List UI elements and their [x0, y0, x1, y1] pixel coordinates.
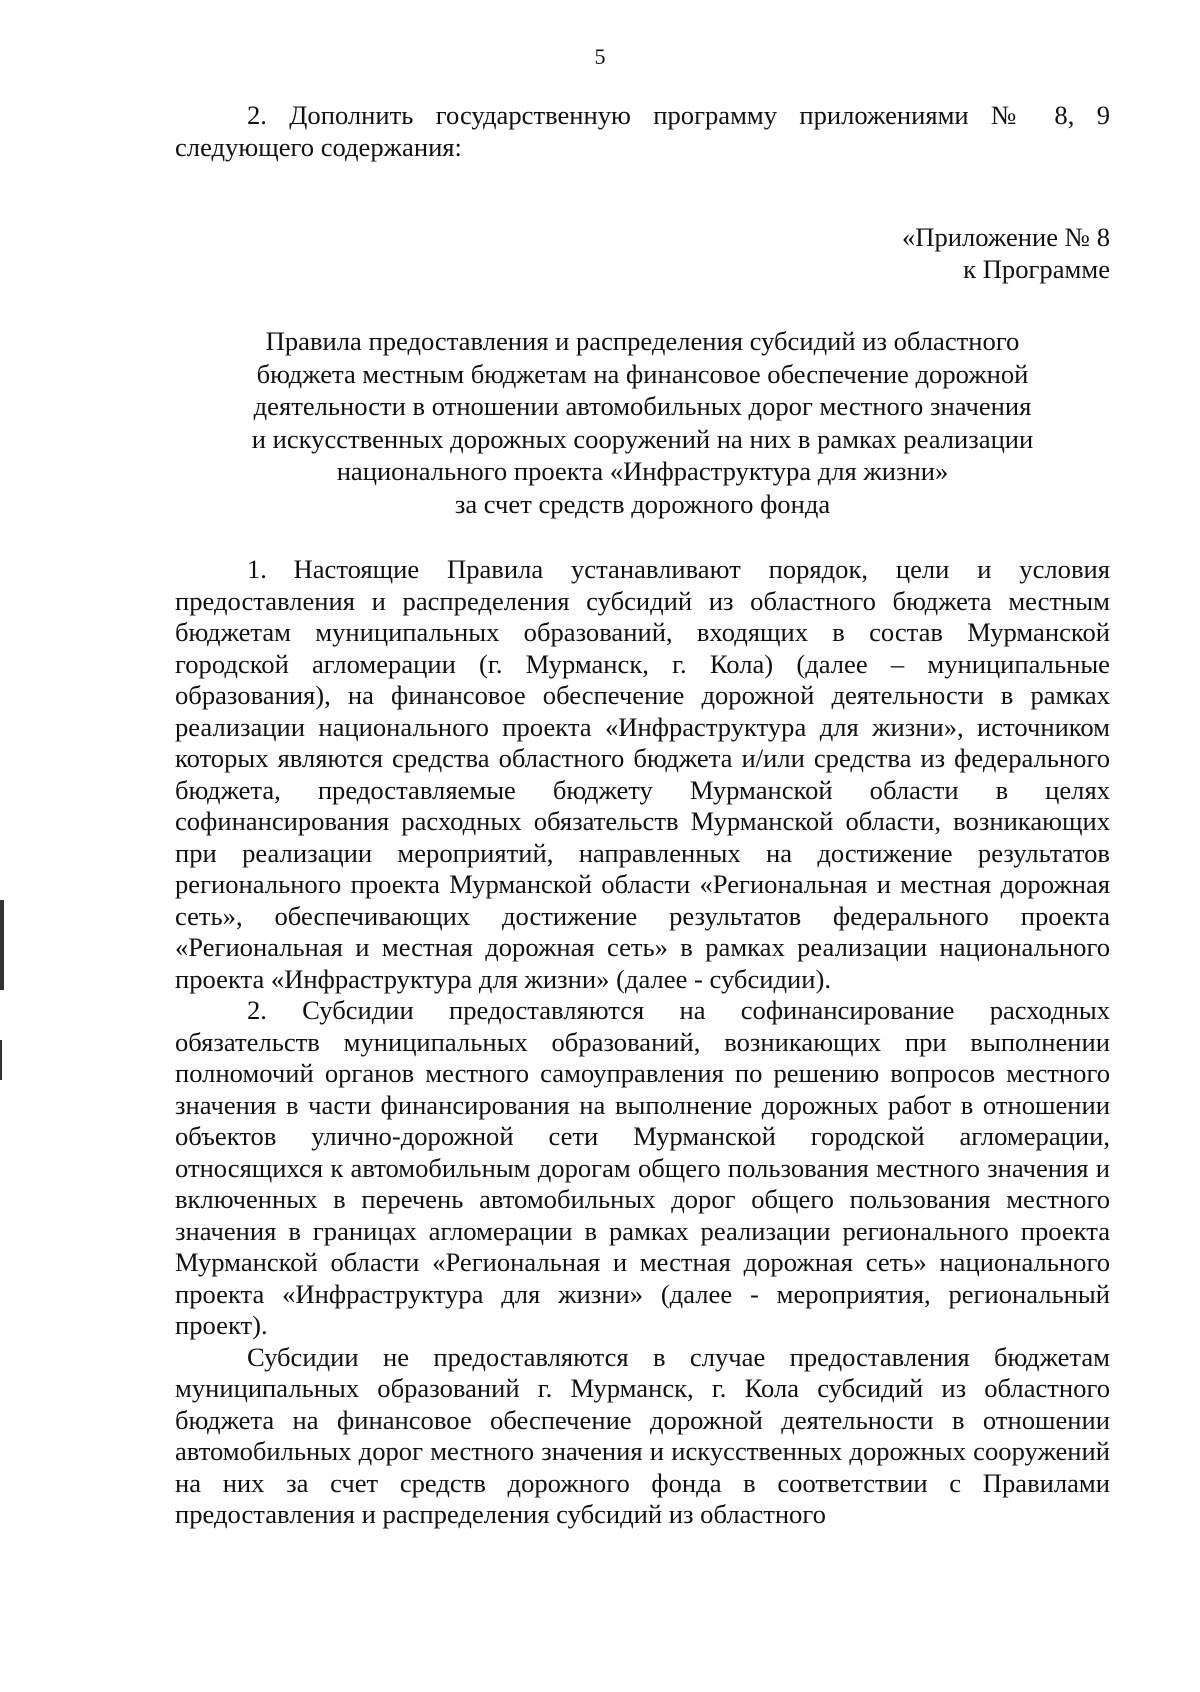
appendix-header	[175, 221, 1110, 285]
appendix-number: «Приложение № 8	[902, 222, 1110, 252]
scan-edge-mark	[0, 900, 4, 990]
paragraph-2: 2. Субсидии предоставляются на софинансирование расходных обязательств муниципальных образований, возникающих при выполнении полномочий органов местного самоуправления по решению вопросов местного значения в части финансирования на выполнение дорожных работ в отношении объектов улично-дорожной сети Мурманской городской агломерации, относящихся к автомобильным дорогам общего пользования местного значения и включенных в перечень автомобильных дорог общего пользования местного значения в границах агломерации в рамках реализации регионального проекта Мурманской области «Региональная и местная дорожная сеть» национального проекта «Инфраструктура для жизни» (далее - мероприятия, региональный проект).	[175, 995, 1110, 1340]
title-line: национального проекта «Инфраструктура для жизни»	[336, 456, 949, 486]
document-body	[175, 554, 1110, 1531]
paragraph-3: Субсидии не предоставляются в случае предоставления бюджетам муниципальных образований г. Мурманск, г. Кола субсидий из областного бюджета на финансовое обеспечение дорожной деятельности в отношении автомобильных дорог местного значения и искусственных дорожных сооружений на них за счет средств дорожного фонда в соответствии с Правилами предоставления и распределения субсидий из областного	[175, 1341, 1110, 1529]
document-title	[175, 325, 1110, 520]
title-line: за счет средств дорожного фонда	[454, 488, 831, 519]
scan-edge-mark	[0, 1040, 2, 1080]
title-line: Правила предоставления и распределения субсидий из областного	[265, 326, 1020, 356]
paragraph-1: 1. Настоящие Правила устанавливают порядок, цели и условия предоставления и распределения субсидий из областного бюджета местным бюджетам муниципальных образований, входящих в состав Мурманской городской агломерации (г. Мурманск, г. Кола) (далее – муниципальные образования), на финансовое обеспечение дорожной деятельности в рамках реализации национального проекта «Инфраструктура для жизни», источником которых являются средства областного бюджета и/или средства из федерального бюджета, предоставляемые бюджету Мурманской области в целях софинансирования расходных обязательств Мурманской области, возникающих при реализации мероприятий, направленных на достижение результатов регионального проекта Мурманской области «Региональная и местная дорожная сеть», обеспечивающих достижение результатов федерального проекта «Региональная и местная дорожная сеть» в рамках реализации национального проекта «Инфраструктура для жизни» (далее - субсидии).	[175, 554, 1110, 994]
appendix-target: к Программе	[963, 254, 1110, 284]
document-content	[175, 100, 1110, 1531]
title-line: бюджета местным бюджетам на финансовое обеспечение дорожной	[256, 358, 1029, 389]
intro-paragraph: 2. Дополнить государственную программу приложениями № 8, 9 следующего содержания:	[175, 100, 1110, 162]
title-line: деятельности в отношении автомобильных дорог местного значения	[253, 391, 1032, 421]
title-line: и искусственных дорожных сооружений на них в рамках реализации	[251, 423, 1034, 454]
page-number: 5	[594, 44, 606, 69]
